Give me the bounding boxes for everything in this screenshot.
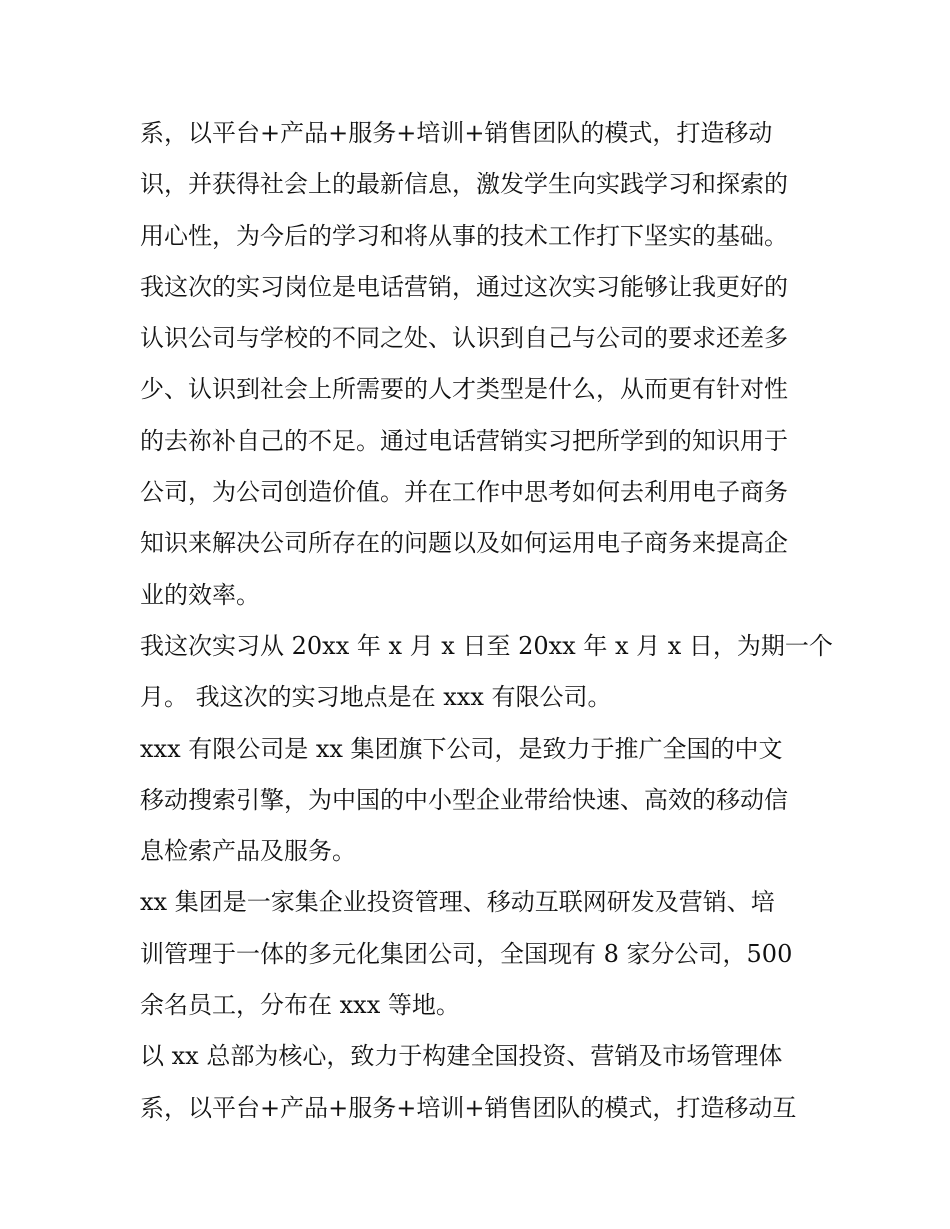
document-body [140, 108, 833, 1134]
text-line: 我这次实习从 20xx 年 x 月 x 日至 20xx 年 x 月 x 日，为期一个 [140, 631, 833, 660]
text-line: 公司，为公司创造价值。并在工作中思考如何去利用电子商务 [140, 478, 788, 507]
text-line: 息检索产品及服务。 [140, 837, 356, 866]
text-line: 的去祢补自己的不足。通过电话营销实习把所学到的知识用于 [140, 426, 788, 455]
text-line: xxx 有限公司是 xx 集团旗下公司，是致力于推广全国的中文 [140, 734, 783, 763]
text-line: 系，以平台+产品+服务+培训+销售团队的模式，打造移动 [140, 119, 773, 147]
text-line: 业的效率。 [140, 580, 260, 609]
text-line: 知识来解决公司所存在的问题以及如何运用电子商务来提高企 [140, 529, 788, 558]
text-line: 认识公司与学校的不同之处、认识到自己与公司的要求还差多 [140, 324, 788, 353]
text-line: 训管理于一体的多元化集团公司，全国现有 8 家分公司，500 [140, 939, 793, 968]
text-line: 系，以平台+产品+服务+培训+销售团队的模式，打造移动互 [140, 1093, 797, 1122]
text-line: 少、认识到社会上所需要的人才类型是什么，从而更有针对性 [140, 375, 788, 404]
text-line: 用心性，为今后的学习和将从事的技术工作打下坚实的基础。 [140, 221, 788, 250]
text-line: 移动搜索引擎，为中国的中小型企业带给快速、高效的移动信 [140, 785, 788, 814]
text-line: 月。 我这次的实习地点是在 xxx 有限公司。 [140, 683, 612, 712]
text-line: 以 xx 总部为核心，致力于构建全国投资、营销及市场管理体 [140, 1042, 783, 1071]
text-line: 我这次的实习岗位是电话营销，通过这次实习能够让我更好的 [140, 272, 788, 301]
text-line: xx 集团是一家集企业投资管理、移动互联网研发及营销、培 [140, 888, 775, 917]
text-line: 余名员工，分布在 xxx 等地。 [140, 991, 460, 1020]
text-line: 识，并获得社会上的最新信息，激发学生向实践学习和探索的 [140, 170, 788, 199]
